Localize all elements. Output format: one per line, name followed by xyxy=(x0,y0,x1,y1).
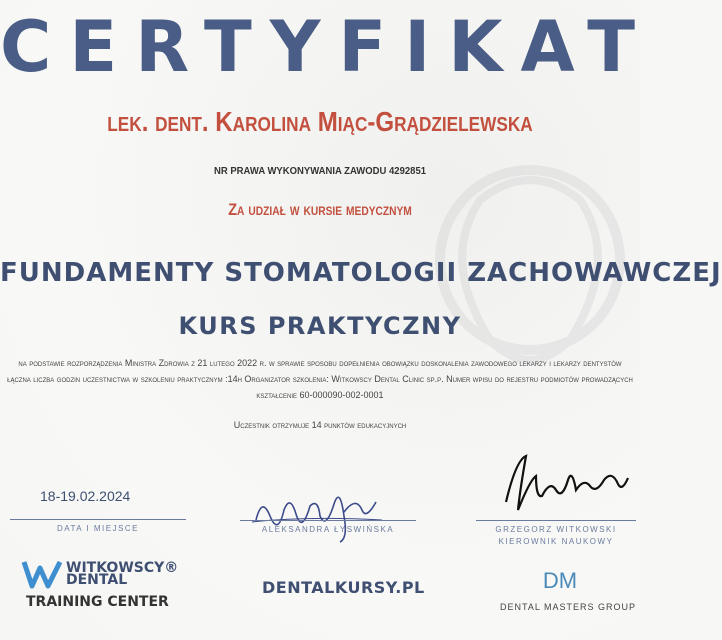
dental-masters-logo-icon xyxy=(542,566,578,594)
brand-line-2: DENTAL xyxy=(66,572,128,588)
dental-masters-text: DENTAL MASTERS GROUP xyxy=(500,602,637,612)
brand-training-center: TRAINING CENTER xyxy=(26,594,169,610)
brand-witkowscy-dental xyxy=(66,562,178,586)
participation-text: Za udział w kursie medycznym xyxy=(228,200,412,219)
legal-line-2: łączna liczba godzin uczestnictwa w szkoleniu praktycznym :14h Organizator szkolenia: Witkowscy Dental Clinic sp.p. Numer wpisu do rejestru podmiotów prowadzących xyxy=(7,374,633,384)
brand-line-1: WITKOWSCY® xyxy=(66,560,179,576)
signer-1-caption: ALEKSANDRA ŁYSWIŃSKA xyxy=(261,525,395,534)
witkowscy-logo-icon xyxy=(22,560,62,588)
signature-2 xyxy=(496,450,636,520)
signer-2-role-caption: KIEROWNIK NAUKOWY xyxy=(498,537,614,546)
date-line xyxy=(10,519,186,520)
legal-line-1: na podstawie rozporządzenia Ministra Zdrowia z 21 lutego 2022 r. w sprawie sposobu dopełnienia obowiązku doskonalenia zawodowego lekarzy i lekarzy dentystów xyxy=(18,358,622,368)
legal-line-3: kształcenie 60-000090-002-0001 xyxy=(256,390,384,400)
dm-logo-text: DM xyxy=(542,568,578,593)
course-title: FUNDAMENTY STOMATOLOGII ZACHOWAWCZEJ xyxy=(0,258,722,288)
license-number: NR PRAWA WYKONYWANIA ZAWODU 4292851 xyxy=(213,166,427,177)
course-subtitle: KURS PRAKTYCZNY xyxy=(178,312,462,340)
signature-1-line xyxy=(240,520,416,521)
date-caption: DATA I MIEJSCE xyxy=(56,524,140,533)
website-text: DENTALKURSY.PL xyxy=(262,578,425,597)
points-text: Uczestnik otrzymuje 14 punktów edukacyjnych xyxy=(233,420,407,430)
certificate-title: CERTYFIKAT xyxy=(0,6,653,88)
signature-2-line xyxy=(476,520,636,521)
event-date: 18-19.02.2024 xyxy=(40,488,131,504)
recipient-name: lek. dent. Karolina Miąc-Grądzielewska xyxy=(107,106,533,137)
signer-2-name-caption: GRZEGORZ WITKOWSKI xyxy=(495,525,617,534)
signature-1 xyxy=(248,476,388,546)
